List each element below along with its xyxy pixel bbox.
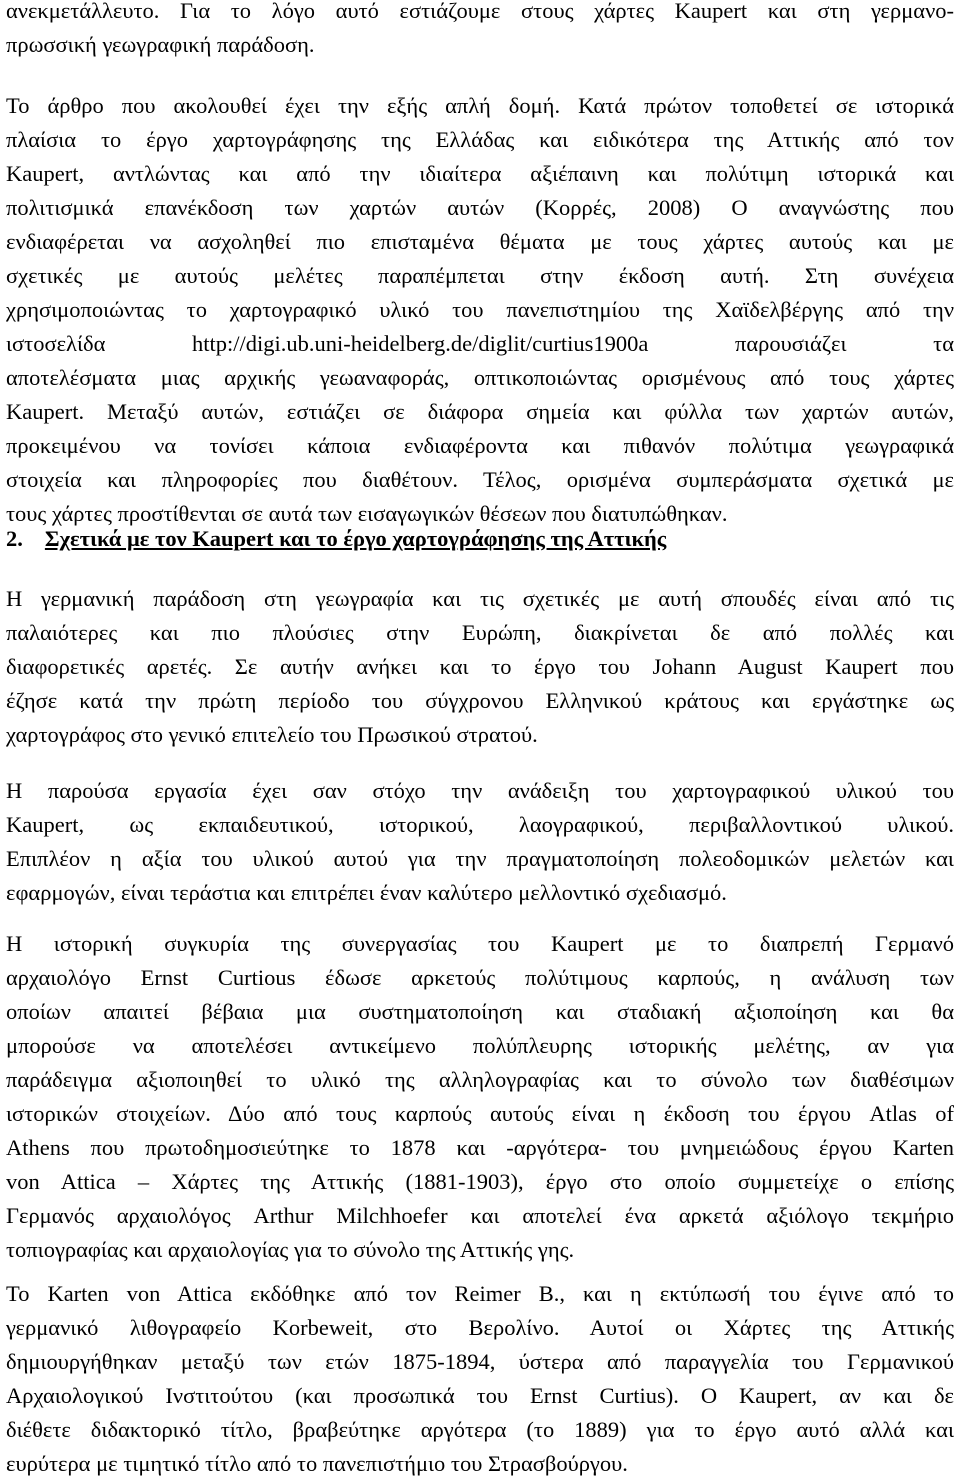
text-line: χαρτογράφος στο γενικό επιτελείο του Πρωσικού στρατού. (6, 722, 538, 747)
text-line: Αρχαιολογικού Ινστιτούτου (και προσωπικά του Ernst Curtius). Ο Kaupert, αν και δε (6, 1383, 954, 1408)
text-line: διέθετε διδακτορικό τίτλο, βραβεύτηκε αργότερα (το 1889) για το έργο αυτό αλλά και (6, 1417, 954, 1442)
section-number: 2. (6, 526, 23, 551)
text-line: στοιχεία και πληροφορίες που διαθέτουν. Τέλος, ορισμένα συμπεράσματα σχετικά με (6, 467, 954, 492)
text-line: Athens που πρωτοδημοσιεύτηκε το 1878 και -αργότερα- του μνημειώδους έργου Karten (6, 1135, 954, 1160)
text-line: αρχαιολόγο Ernst Curtious έδωσε αρκετούς πολύτιμους καρπούς, η ανάλυση των (6, 965, 954, 990)
text-line: εφαρμογών, είναι τεράστια και επιτρέπει έναν καλύτερο μελλοντικό σχεδιασμό. (6, 880, 727, 905)
text-line: πλαίσια το έργο χαρτογράφησης της Ελλάδας και ειδικότερα της Αττικής από τον (6, 127, 954, 152)
text-line: ανεκμετάλλευτο. Για το λόγο αυτό εστιάζουμε στους χάρτες Kaupert και στη γερμανο- (6, 0, 954, 23)
text-line: παλαιότερες και πιο πλούσιες στην Ευρώπη, διακρίνεται δε από πολλές και (6, 620, 954, 645)
text-line: Επιπλέον η αξία του υλικού αυτού για την πραγματοποίηση πολεοδομικών μελετών και (6, 846, 954, 871)
text-line: τοπιογραφίας και αρχαιολογίας για το σύνολο της Αττικής γης. (6, 1237, 575, 1262)
text-line: έζησε κατά την πρώτη περίοδο του σύγχρονου Ελληνικού κράτους και εργάστηκε ως (6, 688, 954, 713)
text-line: προκειμένου να τονίσει κάποια ενδιαφέροντα και πιθανόν πολύτιμα γεωγραφικά (6, 433, 954, 458)
text-line: γερμανικό λιθογραφείο Korbeweit, στο Βερολίνο. Αυτοί οι Χάρτες της Αττικής (6, 1315, 954, 1340)
text-line: παράδειγμα αξιοποιηθεί το υλικό της αλληλογραφίας και το σύνολο των διαθέσιμων (6, 1067, 954, 1092)
text-line: ενδιαφέρεται να ασχοληθεί πιο επισταμένα θέματα με τους χάρτες αυτούς και με (6, 229, 954, 254)
text-line: Η γερμανική παράδοση στη γεωγραφία και τις σχετικές με αυτή σπουδές είναι από τις (6, 586, 954, 611)
section-title: Σχετικά με τον Kaupert και το έργο χαρτογράφησης της Αττικής (44, 526, 667, 551)
text-line: ιστοσελίδα http://digi.ub.uni-heidelberg.de/diglit/curtius1900a παρουσιάζει τα (6, 331, 954, 356)
text-line: αποτελέσματα μιας αρχικής γεωαναφοράς, οπτικοποιώντας ορισμένους από τους χάρτες (6, 365, 954, 390)
text-line: ιστορικών στοιχείων. Δύο από τους καρπούς αυτούς είναι η έκδοση του έργου Atlas of (6, 1101, 954, 1126)
text-line: Η παρούσα εργασία έχει σαν στόχο την ανάδειξη του χαρτογραφικού υλικού του (6, 778, 954, 803)
text-line: σχετικές με αυτούς μελέτες παραπέμπεται στην έκδοση αυτή. Στη συνέχεια (6, 263, 954, 288)
text-line: Το άρθρο που ακολουθεί έχει την εξής απλή δομή. Κατά πρώτον τοποθετεί σε ιστορικά (6, 93, 954, 118)
text-line: πρωσσική γεωγραφική παράδοση. (6, 32, 315, 57)
text-line: διαφορετικές αρετές. Σε αυτήν ανήκει και το έργο του Johann August Kaupert που (6, 654, 954, 679)
text-line: μπορούσε να αποτελέσει αντικείμενο πολύπλευρης ιστορικής μελέτης, αν για (6, 1033, 954, 1058)
text-line: Kaupert, αντλώντας και από την ιδιαίτερα αξιέπαινη και πολύτιμη ιστορικά και (6, 161, 954, 186)
text-line: τους χάρτες προστίθενται σε αυτά των εισαγωγικών θέσεων που διατυπώθηκαν. (6, 501, 728, 526)
section-heading (6, 522, 954, 556)
text-line: Το Karten von Attica εκδόθηκε από τον Reimer B., και η εκτύπωσή του έγινε από το (6, 1281, 954, 1306)
text-line: Kaupert. Μεταξύ αυτών, εστιάζει σε διάφορα σημεία και φύλλα των χαρτών αυτών, (6, 399, 954, 424)
text-line: οποίων απαιτεί βέβαια μια συστηματοποίηση και σταδιακή αξιοποίηση και θα (6, 999, 954, 1024)
text-line: von Attica – Χάρτες της Αττικής (1881-1903), έργο στο οποίο συμμετείχε ο επίσης (6, 1169, 954, 1194)
text-line: χρησιμοποιώντας το χαρτογραφικό υλικό του πανεπιστημίου της Χαϊδελβέργης από την (6, 297, 954, 322)
text-line: πολιτισμικά επανέκδοση των χαρτών αυτών (Κορρές, 2008) Ο αναγνώστης που (6, 195, 954, 220)
text-line: ευρύτερα με τιμητικό τίτλο από το πανεπιστήμιο του Στρασβούργου. (6, 1451, 628, 1476)
text-line: Kaupert, ως εκπαιδευτικού, ιστορικού, λαογραφικού, περιβαλλοντικού υλικού. (6, 812, 954, 837)
text-line: Η ιστορική συγκυρία της συνεργασίας του Kaupert με το διαπρεπή Γερμανό (6, 931, 954, 956)
text-line: δημιουργήθηκαν μεταξύ των ετών 1875-1894, ύστερα από παραγγελία του Γερμανικού (6, 1349, 954, 1374)
text-line: Γερμανός αρχαιολόγος Arthur Milchhoefer και αποτελεί ένα αρκετά αξιόλογο τεκμήριο (6, 1203, 954, 1228)
